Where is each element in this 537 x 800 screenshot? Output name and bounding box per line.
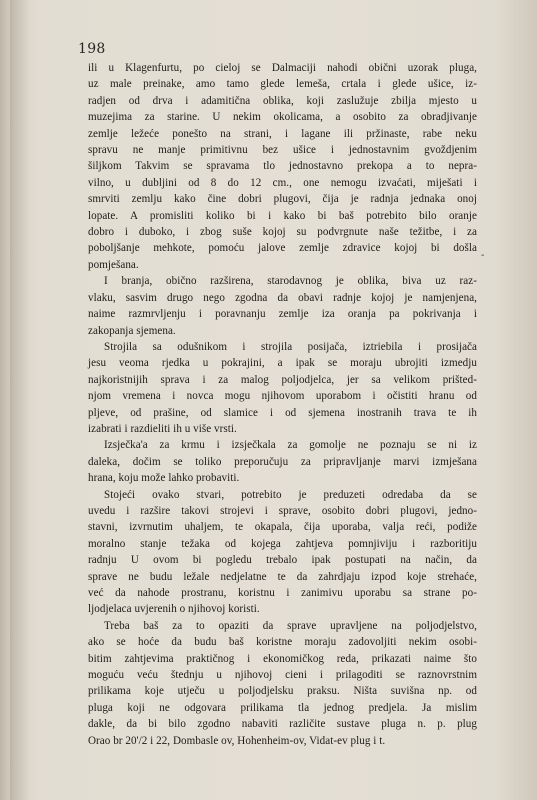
text-line: Stojeći ovako stvari, potrebito je preduzeti odredaba da se [104, 488, 477, 501]
text-line: dakle, da bi bilo zgodno nabaviti različite sustave pluga n. p. plug [88, 718, 477, 731]
text-line: ili u Klagenfurtu, po cieloj se Dalmaciji nahodi obični uzorak pluga, [88, 62, 477, 74]
text-line: Treba baš za to opaziti da sprave upravljene na poljodjelstvo, [104, 619, 477, 632]
paragraph [88, 60, 477, 273]
text-line: njom vremena i novca mogu njihovom uporabom i očistiti hranu od [88, 390, 477, 403]
text-line: šiljkom Takvim se spravama tlo jednostavno prekopa a to nepra- [88, 160, 477, 173]
text-line: Orao br 20'/2 i 22, Dombasle ov, Hohenheim-ov, Vidat-ev plug i t. [88, 734, 386, 747]
text-line: Izsječka'a za krmu i izsječkala za gomolje ne poznaju se ni iz [104, 439, 477, 452]
text-line: vlaku, sasvim drugo nego zgodna da obavi radnje kojoj je namjenjena, [88, 291, 477, 304]
text-line: sprave ne budu ležale nedjelatne te da zahrdjaju izpod koje strehaće, [88, 570, 477, 583]
text-line: vilno, u dubljini od 8 do 12 cm., one nemogu izvaćati, miješati i [88, 176, 477, 189]
text-line: pomješana. [88, 258, 139, 271]
text-line: smrviti zemlju kako čine dobri plugovi, čija je radnja jednaka onoj [88, 193, 477, 206]
body-text [88, 60, 477, 749]
text-line: lopate. A promisliti koliko bi i kako bi baš potrebito bilo oranje [88, 209, 477, 222]
text-line: radjen od drva i adamitičnа oblika, koji zaslužuje zbilja mjesto u [88, 94, 477, 107]
text-line: izabrati i razdieliti ih u više vrsti. [88, 422, 237, 435]
text-line: ljodjelaca uvjerenih o njihovoj koristi. [88, 603, 260, 616]
text-line: poboljšanje mehkote, pomoću jalove zemlje zdravice kojoj bi došla [88, 242, 477, 255]
text-line: muzejima za starine. U nekim okolicama, a osobito za obradjivanje [88, 111, 477, 124]
text-line: ako se hoće da budu baš koristne moraju zadovoljiti nekim osobi- [88, 636, 477, 649]
text-line: stavni, izvrnutim uhaljem, te okapala, čija uporaba, valja reći, podiže [88, 521, 477, 534]
text-line: radnju U ovom bi pogledu trebalo ipak postupati na način, da [88, 554, 477, 567]
text-line: pluga koji ne odgovara prilikama tla jednog predjela. Ja mislim [88, 701, 477, 714]
text-line: moralno stanje težaka od kojega zahtjeva pomnjiviju i razboritiju [88, 537, 477, 550]
margin-mark: - [481, 250, 485, 261]
text-line: naime razmrvljenju i poravnanju zemlje iza oranja pa pokrivanja i [88, 308, 477, 321]
text-line: najkoristnijih sprava i za malog poljodjelca, jer sa velikom prišted- [88, 373, 477, 386]
text-line: zemlje ležeće ponešto na strani, i lagane ili pržinaste, rabe neku [88, 127, 477, 140]
text-line: moguću veću štednju u njihovoj cieni i prilagoditi se raznovrstnim [88, 669, 477, 682]
text-line: bitim zahtjevima praktičnog i ekonomičkog reda, prikazati naime što [88, 652, 477, 665]
text-line: jesu veoma rjedka u pokrajini, a ipak se moraju ubrojiti izmedju [88, 357, 477, 370]
page-number: 198 [78, 41, 106, 57]
text-line: prilikama koje utječu u poljodjelsku praksu. Ništa suvišna np. od [88, 685, 477, 698]
paragraph [88, 618, 477, 749]
text-line: daleka, dočim se toliko preporučuju za pripravljanje marvi izmješana [88, 455, 477, 468]
text-line: hrana, koju može lahko probaviti. [88, 472, 240, 485]
paragraph [88, 487, 477, 618]
text-line: I branja, obično razširena, starodavnog je oblika, biva uz raz- [104, 275, 477, 288]
text-line: Strojila sa odušnikom i strojila posijača, iztriebila i prosijača [104, 340, 477, 353]
paragraph [88, 339, 477, 437]
text-line: uvedu i razšire takovi strojevi i sprave, osobito dobri plugovi, jedno- [88, 504, 477, 517]
text-line: pljeve, od prašine, od slamice i od sjemena inostranih trava te ih [88, 406, 477, 419]
text-line: dobro i duboko, i zbog suše kojoj su podvrgnute naše težitbe, i za [88, 226, 477, 239]
text-line: spravu ne manje primitivnu bez ušice i jednostavnim gvoždjenim [88, 144, 477, 157]
paragraph [88, 437, 477, 486]
text-line: već da nahode prostranu, koristnu i zanimivu uporabu sa strane po- [88, 587, 477, 599]
text-line: zakopanja sjemena. [88, 324, 176, 337]
binding-shadow [10, 0, 30, 800]
text-line: uz male preinake, amo tamo glede lemeša, crtala i glede ušice, iz- [88, 78, 477, 91]
paragraph [88, 273, 477, 339]
